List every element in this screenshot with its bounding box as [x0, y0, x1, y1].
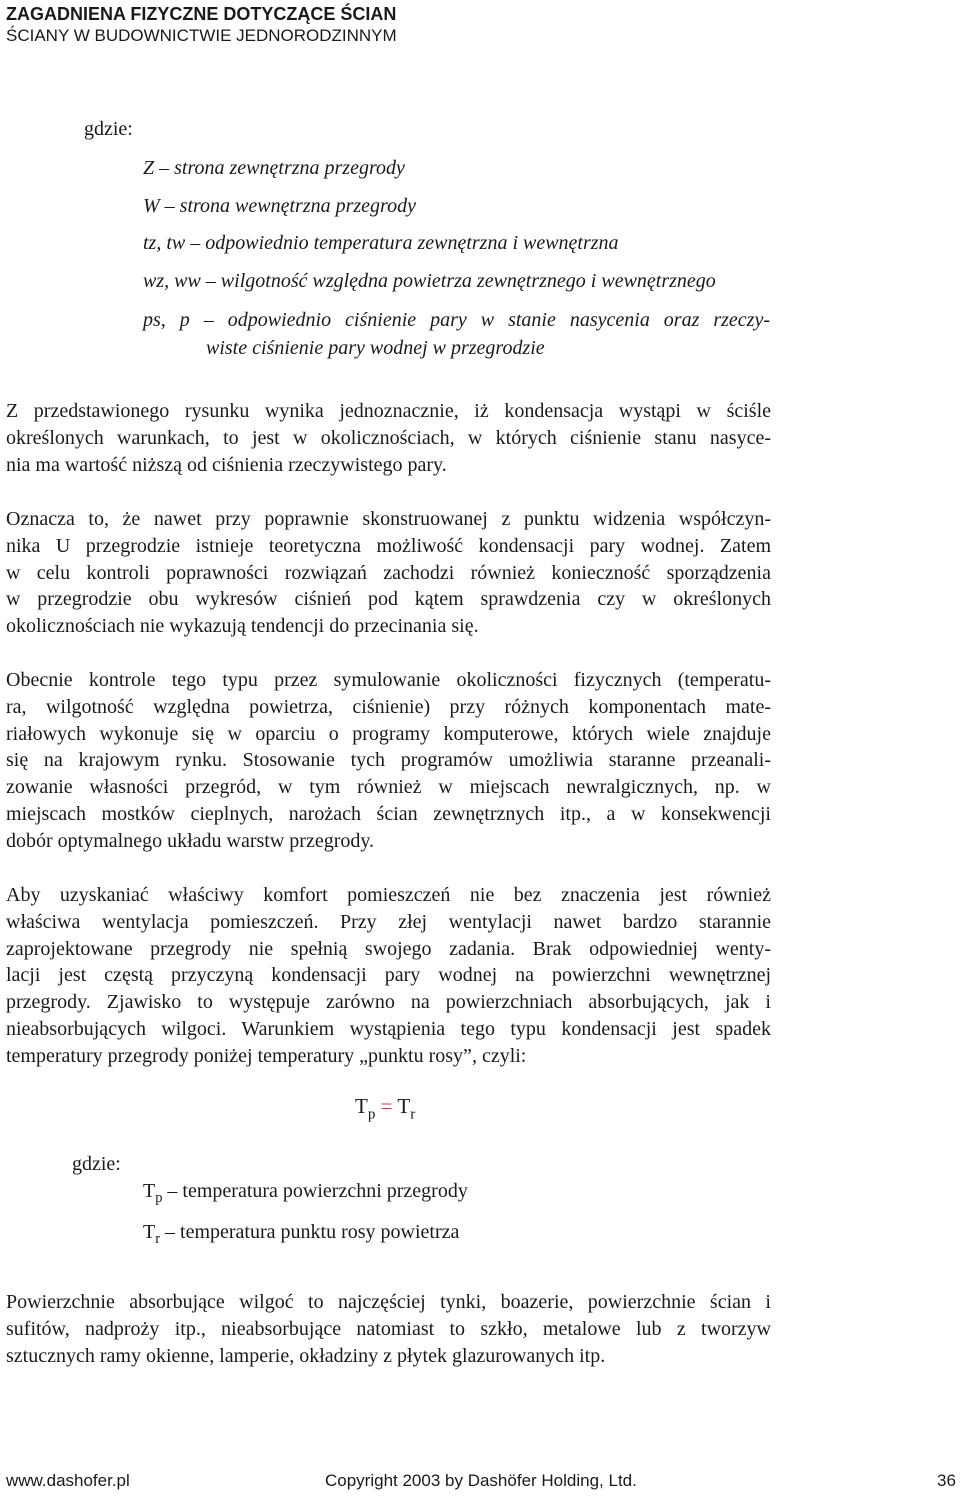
definition-w: W – strona wewnętrzna przegrody [143, 195, 416, 217]
equation-rhs: T [397, 1094, 411, 1118]
definition-pressure-cont: wiste ciśnienie pary wodnej w przegrodzie [206, 337, 545, 359]
intro-label: gdzie: [84, 118, 133, 140]
symbol-letter: T [143, 1221, 156, 1243]
equation-lhs-sub: p [367, 1106, 376, 1123]
equation-lhs: T [355, 1094, 368, 1118]
dew-point-equation [355, 1094, 416, 1123]
footer-website: www.dashofer.pl [6, 1471, 130, 1490]
text-line: okolicznościach nie wykazują tendencji do przecinania się. [6, 615, 479, 638]
definition-temperatures: tz, tw – odpowiednio temperatura zewnętrzna i wewnętrzna [143, 232, 619, 254]
header-title: ZAGADNIENA FIZYCZNE DOTYCZĄCE ŚCIAN [6, 4, 397, 24]
page-header [6, 3, 397, 47]
text-line: określonych warunkach, to jest w okolicznościach, w których ciśnienie stanu nasyce- [6, 426, 771, 449]
definition-humidity: wz, ww – wilgotność względna powietrza zewnętrznego i wewnętrznego [143, 270, 716, 292]
symbol-description: – temperatura punktu rosy powietrza [160, 1221, 460, 1243]
text-line: przegrody. Zjawisko to występuje zarówno na powierzchniach absorbujących, jak i [6, 991, 771, 1014]
text-line: zaprojektowane przegrody nie spełnią swojego zadania. Brak odpowiedniej wenty- [6, 937, 771, 960]
text-line: Oznacza to, że nawet przy poprawnie skonstruowanej z punktu widzenia współczyn- [6, 508, 771, 530]
symbol-description: – temperatura powierzchni przegrody [162, 1180, 468, 1202]
symbol-tp [143, 1180, 468, 1207]
text-line: Powierzchnie absorbujące wilgoć to najczęściej tynki, boazerie, powierzchnie ścian i [6, 1291, 771, 1313]
text-line: Z przedstawionego rysunku wynika jednoznacznie, iż kondensacja wystąpi w ściśle [6, 400, 771, 422]
definition-pressure: ps, p – odpowiednio ciśnienie pary w stanie nasycenia oraz rzeczy- [143, 309, 770, 331]
text-line: miejscach mostków cieplnych, narożach ścian zewnętrznych itp., a w konsekwencji [6, 802, 771, 825]
where-label: gdzie: [72, 1153, 121, 1175]
text-line: temperatury przegrody poniżej temperatury „punktu rosy”, czyli: [6, 1044, 527, 1067]
text-line: nia ma wartość niższą od ciśnienia rzeczywistego pary. [6, 453, 447, 476]
header-subtitle: ŚCIANY W BUDOWNICTWIE JEDNORODZINNYM [6, 26, 397, 45]
text-line: właściwa wentylacja pomieszczeń. Przy złej wentylacji nawet bardzo starannie [6, 910, 771, 933]
text-line: nieabsorbujących wilgoci. Warunkiem wystąpienia tego typu kondensacji jest spadek [6, 1017, 771, 1040]
paragraph-ventilation [6, 882, 771, 1070]
symbol-subscript: p [155, 1190, 163, 1207]
symbol-subscript: r [155, 1231, 161, 1248]
paragraph-simulation [6, 667, 771, 855]
equation-operator: = [380, 1094, 393, 1118]
text-line: Aby uzyskaniać właściwy komfort pomieszczeń nie bez znaczenia jest również [6, 884, 771, 906]
page-number: 36 [937, 1471, 956, 1490]
paragraph-condensation [6, 398, 771, 478]
symbol-tr [143, 1221, 460, 1248]
text-line: Obecnie kontrole tego typu przez symulowanie okoliczności fizycznych (temperatu- [6, 669, 771, 691]
text-line: zowanie własności przegród, w tym również w miejscach newralgicznych, np. w [6, 776, 771, 799]
text-line: dobór optymalnego układu warstw przegrody. [6, 829, 375, 852]
text-line: ra, wilgotność względna powietrza, ciśnienie) przy różnych komponentach mate- [6, 695, 771, 718]
equation-rhs-sub: r [410, 1106, 416, 1123]
text-line: nika U przegrodzie istnieje teoretyczna możliwość kondensacji pary wodnej. Zatem [6, 534, 771, 557]
paragraph-surfaces [6, 1289, 771, 1369]
text-line: w celu kontroli poprawności rozwiązań zachodzi również konieczność sporządzenia [6, 561, 771, 584]
text-line: lacji jest częstą przyczyną kondensacji pary wodnej na powierzchni wewnętrznej [6, 964, 771, 987]
definition-z: Z – strona zewnętrzna przegrody [143, 157, 405, 179]
symbol-letter: T [143, 1180, 156, 1202]
footer-copyright: Copyright 2003 by Dashöfer Holding, Ltd. [325, 1471, 637, 1490]
paragraph-control [6, 506, 771, 640]
text-line: w przegrodzie obu wykresów ciśnień pod kątem sprawdzenia czy w określonych [6, 588, 771, 611]
text-line: się na krajowym rynku. Stosowanie tych programów umożliwia staranne przeanali- [6, 749, 771, 772]
text-line: sufitów, nadproży itp., nieabsorbujące natomiast to szkło, metalowe lub z tworzyw [6, 1317, 771, 1340]
text-line: sztucznych ramy okienne, lamperie, okładziny z płytek glazurowanych itp. [6, 1344, 606, 1367]
text-line: riałowych wykonuje się w oparciu o programy komputerowe, których wiele znajduje [6, 722, 771, 745]
